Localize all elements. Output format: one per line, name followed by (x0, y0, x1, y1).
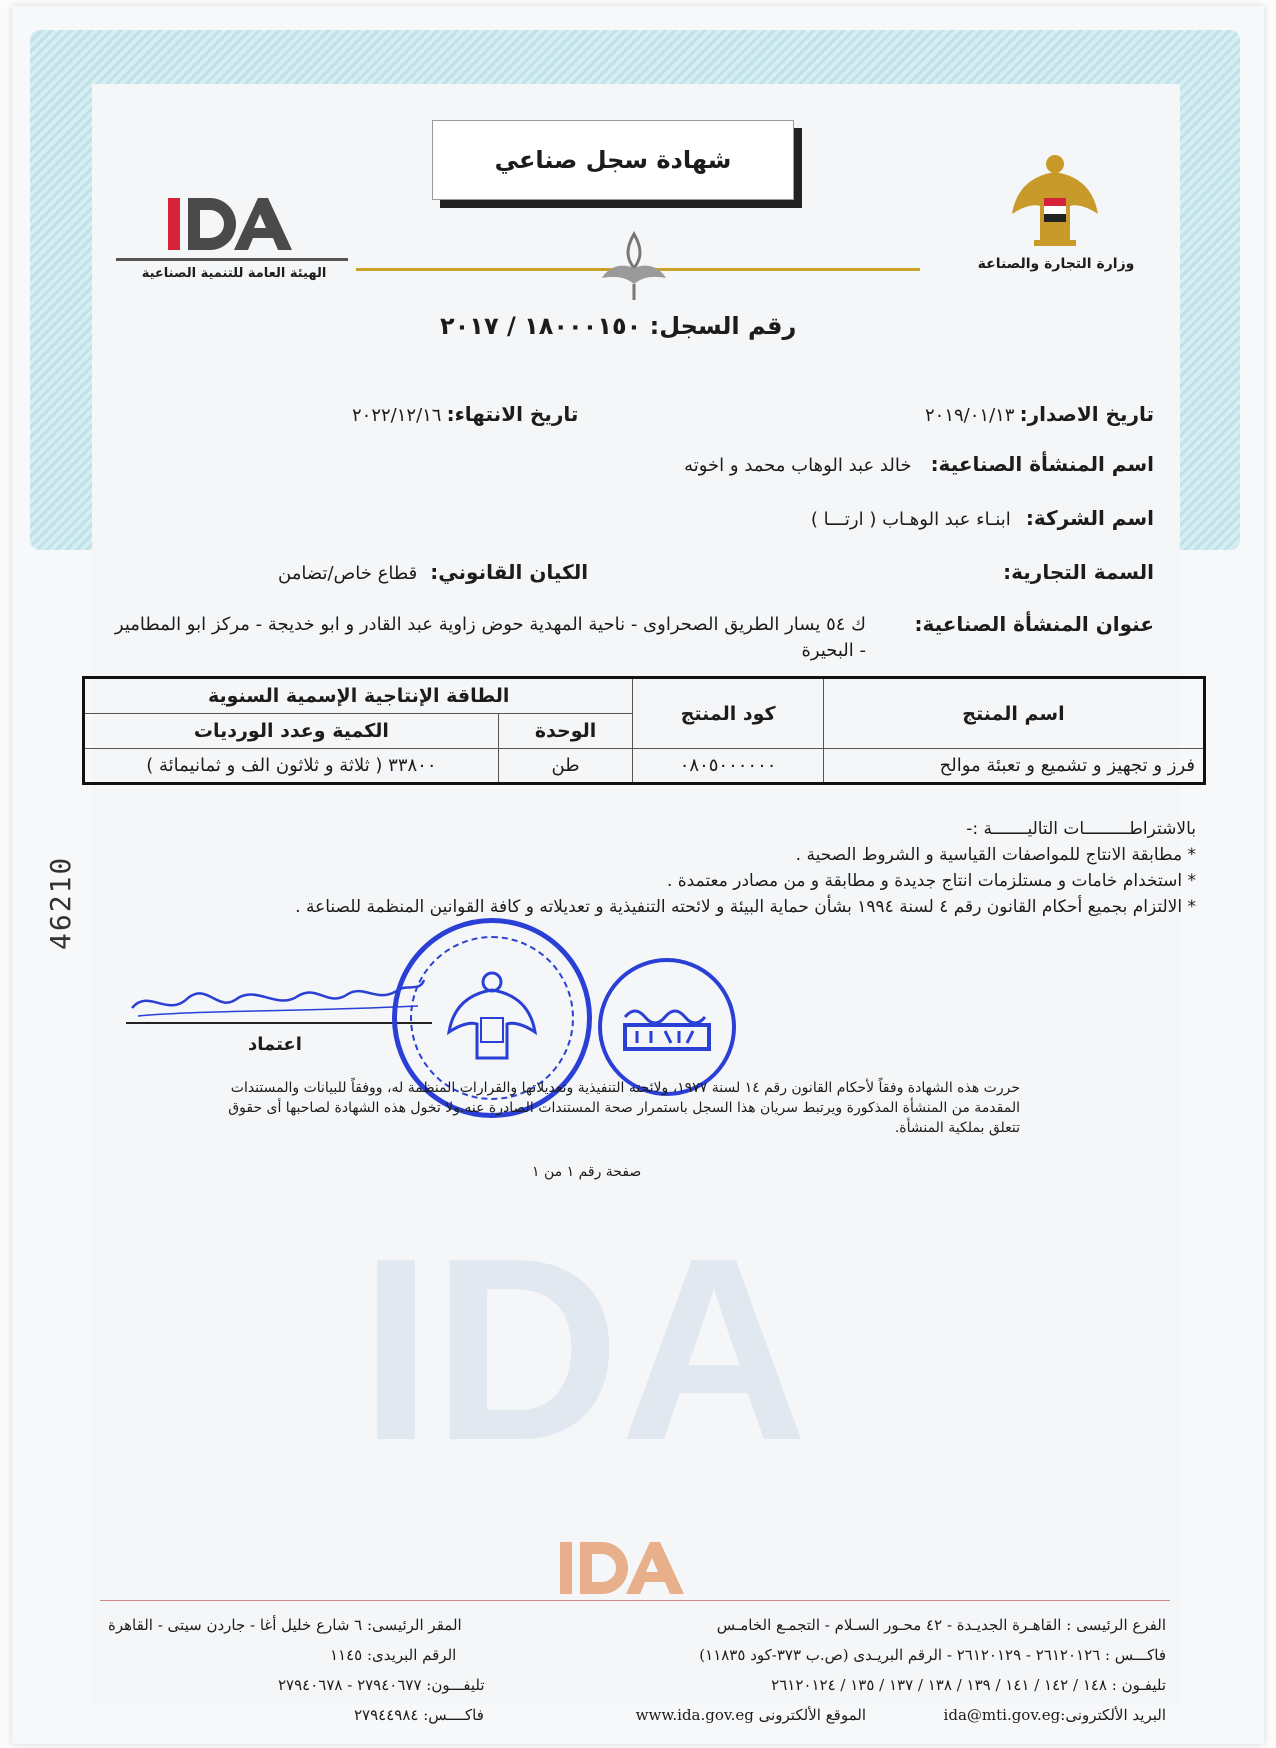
legal-entity-label: الكيان القانوني: (430, 560, 589, 584)
company-label: اسم الشركة: (1025, 506, 1154, 530)
facility-row (684, 452, 1154, 476)
conditions-list (90, 816, 1196, 920)
ida-name: الهيئة العامة للتنمية الصناعية (141, 266, 327, 281)
expiry-date-row (352, 402, 578, 426)
unit-cell: طن (498, 749, 633, 784)
expiry-date-value: ٢٠٢٢/١٢/١٦ (352, 405, 442, 426)
table-row (84, 749, 1205, 784)
footer-divider (100, 1600, 1170, 1601)
header-product-name: اسم المنتج (823, 678, 1204, 749)
ministry-name: وزارة التجارة والصناعة (977, 256, 1135, 272)
approval-label: اعتماد (248, 1034, 302, 1055)
branch-fax: فاكـــس : ٢٦١٢٠١٢٦ - ٢٦١٢٠١٢٩ - الرقم البريـدى (ص.ب ٣٧٣-كود ١١٨٣٥) (699, 1646, 1166, 1664)
legal-entity-row (278, 560, 588, 584)
signature-line (126, 1022, 432, 1024)
product-code-cell: ٠٨٠٥٠٠٠٠٠٠ (633, 749, 824, 784)
issue-date-row (925, 402, 1154, 426)
hq-postal: الرقم البريدى: ١١٤٥ (330, 1646, 457, 1664)
eagle-emblem-icon (1010, 150, 1100, 250)
branch-address: الفرع الرئيسى : القاهـرة الجديـدة - ٤٢ محـور السـلام - التجمـع الخامـس (716, 1616, 1166, 1634)
issue-date-label: تاريخ الاصدار: (1019, 402, 1154, 426)
expiry-date-label: تاريخ الانتهاء: (446, 402, 579, 426)
seal-stamp (598, 958, 736, 1096)
footer-ida-logo (560, 1538, 710, 1602)
products-table (82, 676, 1206, 785)
signature-icon (128, 968, 428, 1028)
website-link[interactable]: الموقع الألكترونى www.ida.gov.eg (635, 1706, 866, 1724)
header-quantity: الكمية وعدد الورديات (84, 714, 499, 749)
footer-ida-logo-icon (560, 1538, 710, 1598)
trade-name-label: السمة التجارية: (1003, 560, 1154, 584)
ida-logo (116, 196, 356, 280)
condition-item: * الالتزام بجميع أحكام القانون رقم ٤ لسنة ١٩٩٤ بشأن حماية البيئة و لائحته التنفيذية و تعديلاته و كافة القوانين المنظمة للصناعة . (295, 897, 1196, 917)
certificate-title: شهادة سجل صناعي (432, 120, 794, 200)
product-name-cell: فرز و تجهيز و تشميع و تعبئة موالح (823, 749, 1204, 784)
quantity-cell: ٣٣٨٠٠ ( ثلاثة و ثلاثون الف و ثمانيمائة ) (84, 749, 499, 784)
condition-item: * استخدام خامات و مستلزمات انتاج جديدة و مطابقة و من مصادر معتمدة . (666, 871, 1196, 891)
branch-email[interactable]: البريد الألكترونى:ida@mti.gov.eg (943, 1706, 1166, 1724)
ida-logo-icon (116, 196, 356, 276)
serial-number: 46210 (44, 855, 77, 950)
facility-value: خالد عبد الوهاب محمد و اخوته (684, 455, 912, 476)
hq-phone: تليفـــون: ٢٧٩٤٠٦٧٧ - ٢٧٩٤٠٦٧٨ (278, 1676, 485, 1694)
issue-date-value: ٢٠١٩/٠١/١٣ (925, 405, 1015, 426)
header-product-code: كود المنتج (633, 678, 824, 749)
header-capacity: الطاقة الإنتاجية الإسمية السنوية (84, 678, 633, 714)
company-row (811, 506, 1154, 530)
condition-item: * مطابقة الانتاج للمواصفات القياسية و الشروط الصحية . (795, 845, 1196, 865)
seal-icon (617, 997, 717, 1057)
ornament-icon (596, 228, 672, 308)
hq-address: المقر الرئيسى: ٦ شارع خليل أغا - جاردن سيتى - القاهرة (108, 1616, 462, 1634)
address-label: عنوان المنشأة الصناعية: (914, 612, 1154, 636)
conditions-heading: بالاشتراطـــــــــات التاليـــــــة :- (966, 819, 1196, 839)
trade-name-row (1003, 560, 1154, 584)
facility-label: اسم المنشأة الصناعية: (930, 452, 1154, 476)
stamp-eagle-icon (447, 968, 537, 1068)
hq-fax: فاكــــس: ٢٧٩٤٤٩٨٤ (354, 1706, 484, 1724)
ida-watermark: IDA (360, 1205, 808, 1495)
company-value: ابنـاء عبد الوهـاب ( ارتـــا ) (810, 509, 1011, 530)
registration-number: رقم السجل: ١٨٠٠٠١٥٠ / ٢٠١٧ (440, 312, 797, 340)
ministry-emblem (977, 150, 1135, 272)
branch-phone: تليفـون : ١٤٨ / ١٤٢ / ١٤١ / ١٣٩ / ١٣٨ / ١٣٧ / ١٣٥ / ٢٦١٢٠١٢٤ (771, 1676, 1166, 1694)
page-number: صفحة رقم ١ من ١ (532, 1164, 642, 1180)
legal-footnote: حررت هذه الشهادة وفقاً لأحكام القانون رقم ١٤ لسنة ١٩٧٧، ولائحته التنفيذية وتعديلاتها والقرارات المنظمة له، ووفقاً للبيانات والمستندات المقدمة من المنشأة المذكورة ويرتبط سريان هذا السجل باستمرار صحة المستندات الصادرة عنه.ولا تخول هذه الشهادة لصاحبها أى حقوق تتعلق بملكية المنشأة. (228, 1080, 1020, 1136)
legal-entity-value: قطاع خاص/تضامن (278, 563, 418, 584)
header-unit: الوحدة (498, 714, 633, 749)
address-value: ك ٥٤ يسار الطريق الصحراوى - ناحية المهدية حوض زاوية عبد القادر و ابو خديجة - مركز ابو المطامير - البحيرة (114, 614, 866, 661)
